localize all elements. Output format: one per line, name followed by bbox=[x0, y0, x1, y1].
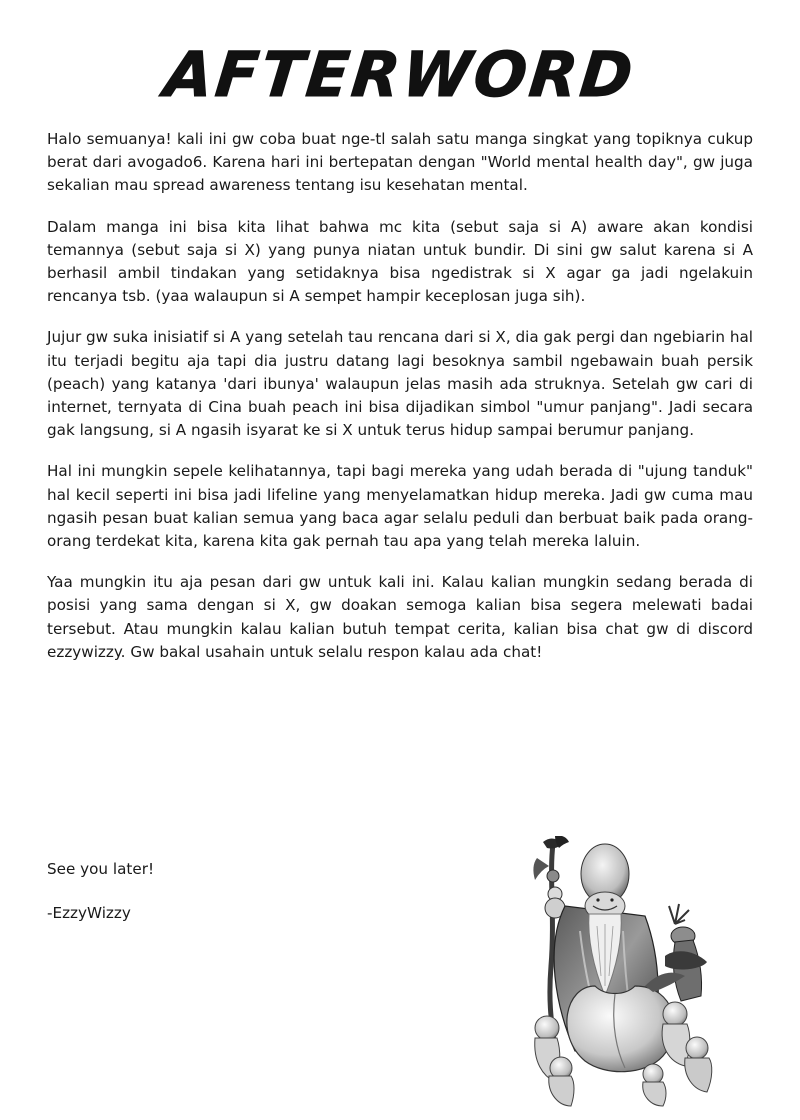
afterword-body bbox=[47, 128, 753, 682]
signoff bbox=[47, 858, 154, 946]
signature: -EzzyWizzy bbox=[47, 904, 131, 922]
page-title: AFTERWORD bbox=[161, 38, 639, 111]
paragraph-intro: Halo semuanya! kali ini gw coba buat nge-tl salah satu manga singkat yang topiknya cukup berat dari avogado6. Karena hari ini bertepatan dengan "World mental health day", gw juga sekalian mau spread awareness tentang isu kesehatan mental. bbox=[47, 130, 753, 195]
paragraph-story: Dalam manga ini bisa kita lihat bahwa mc kita (sebut saja si A) aware akan kondisi temannya (sebut saja si X) yang punya niatan untuk bundir. Di sini gw salut karena si A berhasil ambil tindakan yang setidaknya bisa ngedistrak si X agar ga jadi ngelakuin rencanya tsb. (yaa walaupun si A sempet hampir keceplosan juga sih). bbox=[47, 217, 753, 306]
deer bbox=[665, 904, 707, 1001]
paragraph-peach: Jujur gw suka inisiatif si A yang setelah tau rencana dari si X, dia gak pergi dan ngebiarin hal itu terjadi begitu aja tapi dia justru datang lagi besoknya sambil ngebawain buah persik (peach) yang katanya 'dari ibunya' walaupun jelas masih ada struknya. Setelah gw cari di internet, ternyata di Cina buah peach ini bisa dijadikan simbol "umur panjang". Jadi secara gak langsung, si A ngasih isyarat ke si X untuk terus hidup sampai berumur panjang. bbox=[47, 328, 753, 440]
paragraph-message: Hal ini mungkin sepele kelihatannya, tapi bagi mereka yang udah berada di "ujung tanduk" hal kecil seperti ini bisa jadi lifeline yang menyelamatkan hidup mereka. Jadi gw cuma mau ngasih pesan buat kalian semua yang baca agar selalu peduli dan berbuat baik pada orang-orang terdekat kita, karena kita gak pernah tau apa yang telah mereka laluin. bbox=[47, 462, 753, 551]
longevity-deity-illustration bbox=[525, 836, 725, 1108]
paragraph-closing-message: Yaa mungkin itu aja pesan dari gw untuk kali ini. Kalau kalian mungkin sedang berada di posisi yang sama dengan si X, gw doakan semoga kalian bisa segera melewati badai tersebut. Atau mungkin kalau kalian butuh tempat cerita, kalian bisa chat gw di discord ezzywizzy. Gw bakal usahain untuk selalu respon kalau ada chat! bbox=[47, 573, 753, 661]
closing-line: See you later! bbox=[47, 860, 155, 878]
